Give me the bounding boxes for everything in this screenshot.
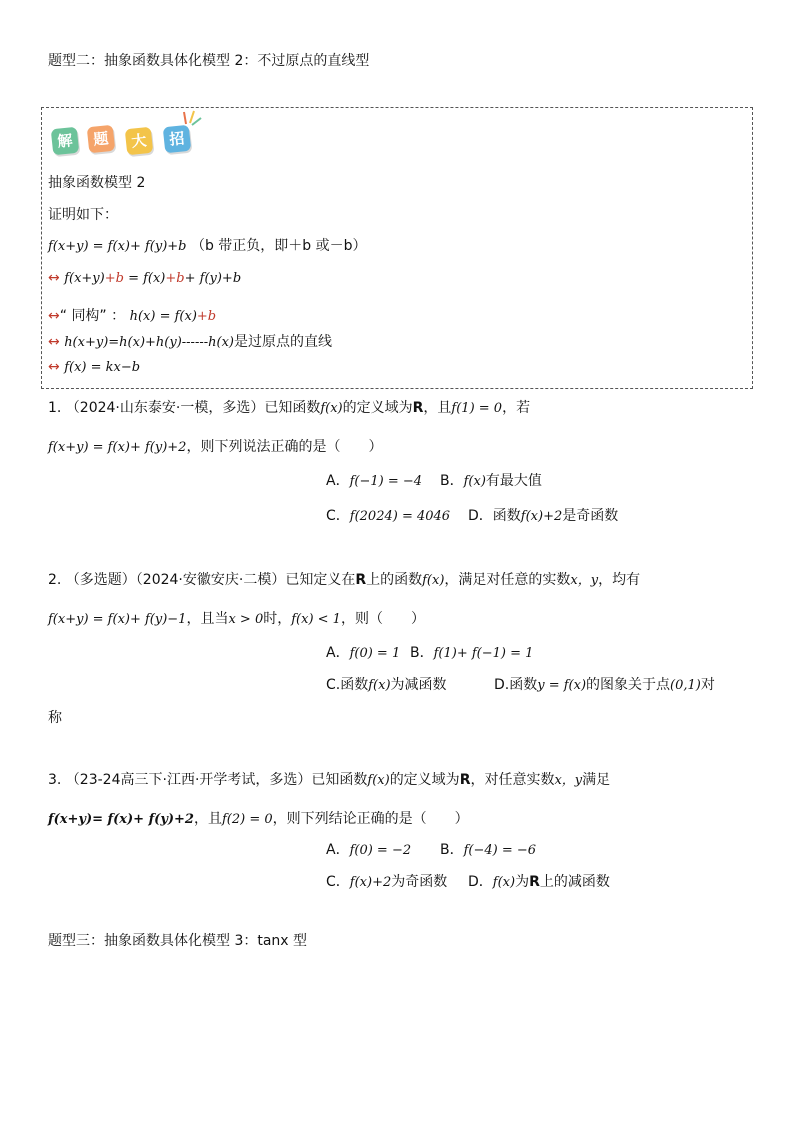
q2-line-2-a: ，且当 [186,611,229,627]
q1-stem-d: ，若 [502,400,531,416]
q3-line-2-math: f(x+y)= f(x)+ f(y)+2 [48,812,194,827]
q2-option-c-text-a: C.函数 [326,677,369,693]
q2-line-2-b: 时， [263,611,292,627]
section-title-3: 题型三：抽象函数具体化模型 3：tanx 型 [48,933,308,949]
q3-stem-vars: x，y [554,773,583,788]
q1-line-2-text: ，则下列说法正确的是（ ） [186,439,383,455]
q2-option-b-math: f(1)+ f(−1) = 1 [433,646,534,661]
q1-option-b-text: 有最大值 [485,473,542,489]
q3-line-2-a: ，且 [193,811,222,827]
q2-option-b-label: B． [410,645,434,661]
q1-stem-math1: f(x) [320,401,343,416]
q3-option-b-label: B． [440,842,464,858]
proof-line-3-math-a: h(x) = f(x) [129,309,197,324]
q2-stem-d: ，均有 [598,572,641,588]
q1-stem-c: ，且 [423,400,452,416]
q1-option-b-math: f(x) [463,474,486,489]
badge-da: 大 [125,127,154,156]
q3-stem-d: 满足 [582,772,611,788]
proof-line-2-math-b: +b [104,271,124,286]
double-arrow-icon: ↔ [48,308,60,324]
q2-option-d-wrap: 称 [48,710,62,726]
q3-line-2-b: ，则下列结论正确的是（ ） [272,811,469,827]
proof-line-2 [48,270,241,286]
proof-line-4-math: h(x+y)=h(x)+h(y)------h(x) [64,335,234,350]
q3-option-c[interactable] [326,871,447,891]
q1-option-c-label: C． [326,508,350,524]
q1-stem-a: 1. （2024·山东泰安·一模，多选）已知函数 [48,400,321,416]
proof-label: 证明如下： [48,207,118,223]
q2-line-2-cond: x > 0 [228,612,264,627]
q1-option-d-text: 是奇函数 [562,508,619,524]
q1-stem-math2: f(1) = 0 [451,401,503,416]
q2-option-d-math: y = f(x) [537,678,587,693]
q3-option-c-label: C． [326,874,350,890]
proof-line-2-math-d: +b [165,271,185,286]
q2-option-b[interactable] [410,642,533,662]
double-arrow-icon: ↔ [48,359,60,375]
q3-option-d[interactable] [468,871,610,891]
q2-option-c-math: f(x) [368,678,391,693]
q2-option-d-text-a: D.函数 [494,677,538,693]
badge-zhao: 招 [163,125,192,154]
sparkle-icon [182,108,202,126]
q1-option-b-label: B． [440,473,464,489]
q2-line-2-math: f(x+y) = f(x)+ f(y)−1 [48,612,187,627]
q2-option-c-text-b: 为减函数 [390,677,447,693]
q2-option-a-label: A． [326,645,350,661]
proof-line-5-math: f(x) = kx−b [64,360,141,375]
proof-line-1 [48,235,367,255]
q2-stem-r: R [355,572,367,588]
q2-stem-vars: x，y [570,573,599,588]
badge-ti: 题 [87,125,116,154]
q1-option-d-math: f(x)+2 [520,509,563,524]
proof-line-5 [48,359,140,375]
tip-heading: 抽象函数模型 2 [48,175,146,191]
q2-option-a[interactable] [326,642,400,662]
q3-stem-c: ，对任意实数 [470,772,555,788]
q3-stem-r: R [459,772,471,788]
q3-stem-b: 的定义域为 [389,772,460,788]
q3-option-a-label: A． [326,842,350,858]
q3-option-c-math: f(x)+2 [349,875,392,890]
proof-line-1-note: （b 带正负，即＋b 或－b） [190,238,367,254]
q2-option-a-math: f(0) = 1 [349,646,401,661]
q1-option-a-math: f(−1) = −4 [349,474,423,489]
q2-option-d-text-c: 对 [700,677,715,693]
q2-option-d-text-b: 的图象关于点 [586,677,671,693]
q1-option-d-label: D．函数 [468,508,521,524]
q3-line-2 [48,808,469,828]
badge-jie: 解 [51,127,80,156]
q3-option-c-text: 为奇函数 [391,874,448,890]
proof-line-3 [48,305,216,325]
q3-option-d-label: D． [468,874,493,890]
q1-line-2-math: f(x+y) = f(x)+ f(y)+2 [48,440,187,455]
q3-option-b[interactable] [440,839,536,859]
q3-stem-math1: f(x) [367,773,390,788]
q1-stem [48,397,530,417]
q2-option-c[interactable] [326,674,447,694]
q1-option-d[interactable] [468,505,618,525]
q1-line-2 [48,436,382,456]
proof-line-4-text: 是过原点的直线 [233,334,332,350]
proof-line-3-label: “ 同构” ： [59,308,126,324]
double-arrow-icon: ↔ [48,270,60,286]
q2-line-2 [48,608,425,628]
proof-line-1-math: f(x+y) = f(x)+ f(y)+b [48,239,187,254]
q3-option-d-r: R [529,874,540,890]
q3-option-d-math: f(x) [492,875,516,890]
q3-option-b-math: f(−4) = −6 [463,843,537,858]
q3-stem-a: 3. （23-24高三下·江西·开学考试，多选）已知函数 [48,772,368,788]
proof-line-2-math-a: f(x+y) [64,271,105,286]
q1-stem-r: R [412,400,424,416]
q3-line-2-math2: f(2) = 0 [221,812,273,827]
q3-option-d-text-b: 上的减函数 [539,874,610,890]
q3-option-d-text-a: 为 [515,874,530,890]
proof-line-2-math-c: = f(x) [123,271,166,286]
q2-stem-math1: f(x) [422,573,445,588]
q1-option-c-math: f(2024) = 4046 [349,509,451,524]
q1-option-c[interactable] [326,505,450,525]
q3-stem [48,769,610,789]
proof-line-2-math-e: + f(y)+b [184,271,242,286]
q2-option-d[interactable] [494,674,715,694]
q2-option-d-point: (0,1) [670,678,701,693]
proof-line-3-math-b: +b [196,309,217,324]
q1-option-a[interactable] [326,470,422,490]
section-title-2: 题型二：抽象函数具体化模型 2：不过原点的直线型 [48,53,370,69]
q2-line-2-c: ，则（ ） [340,611,425,627]
q2-stem-c: ，满足对任意的实数 [444,572,571,588]
proof-line-4 [48,331,332,351]
q1-stem-b: 的定义域为 [342,400,413,416]
q2-stem-a: 2. （多选题）（2024·安徽安庆·二模）已知定义在 [48,572,356,588]
q2-stem [48,569,640,589]
q3-option-a[interactable] [326,839,411,859]
q1-option-b[interactable] [440,470,542,490]
double-arrow-icon: ↔ [48,334,60,350]
q3-option-a-math: f(0) = −2 [349,843,412,858]
q1-option-a-label: A． [326,473,350,489]
q2-line-2-math2: f(x) < 1 [291,612,341,627]
q2-stem-b: 上的函数 [366,572,423,588]
